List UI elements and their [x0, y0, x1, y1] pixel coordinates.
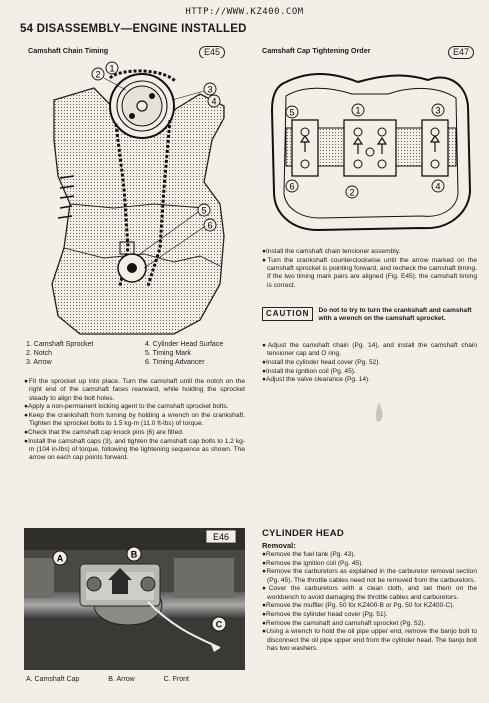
- callout-1: 1: [109, 63, 115, 74]
- legend-item: 2. Notch: [26, 350, 53, 357]
- right-procedure-after-caution: [262, 342, 477, 385]
- step: ●Check that the camshaft cap knock pins (6) are fitted.: [24, 428, 184, 436]
- camshaft-cap: [80, 564, 160, 606]
- step: ●Remove the fuel tank (Pg. 43).: [262, 551, 356, 558]
- callout-5: 5: [289, 107, 295, 118]
- subsection-removal: Removal:: [262, 541, 296, 550]
- caution-text: Do not to try to turn the crankshaft and camshaft with a wrench on the camshaft sprocket.: [318, 307, 472, 323]
- callout-3: 3: [435, 105, 441, 116]
- callout-3: 3: [207, 84, 213, 95]
- legend-item: 6. Timing Advancer: [145, 359, 205, 366]
- callout-B: B: [130, 549, 138, 560]
- callout-6: 6: [289, 181, 295, 192]
- step: ●Remove the camshaft and camshaft sprocket (Pg. 52).: [262, 619, 426, 627]
- step: ●Remove the cylinder head cover (Pg. 51).: [262, 611, 388, 619]
- fig-e46-code: E46: [212, 532, 230, 542]
- caution-label: CAUTION: [262, 307, 313, 321]
- callout-A: A: [56, 553, 64, 564]
- page-blemish: [372, 402, 386, 424]
- page-title: 54 DISASSEMBLY—ENGINE INSTALLED: [20, 23, 247, 35]
- camshaft-sprocket: [110, 74, 174, 138]
- site-url: HTTP://WWW.KZ400.COM: [185, 7, 304, 17]
- right-procedure-top: [262, 248, 477, 290]
- callout-2: 2: [95, 69, 101, 80]
- step: ●Remove the muffler (Pg. 50 for KZ400-B or Pg. 50 for KZ400-C).: [262, 602, 455, 610]
- fig-e45-legend-left: [26, 340, 93, 367]
- step: ●Install the cylinder head cover (Pg. 52).: [262, 358, 381, 366]
- callout-5: 5: [201, 205, 207, 216]
- callout-6: 6: [207, 220, 213, 231]
- step: ●Remove the carburetors as explained in the carburetor removal section (Pg. 45). The throttle cables need not be removed from the carburetors.: [262, 568, 477, 584]
- legend-item: 3. Arrow: [26, 359, 52, 366]
- step: ●Remove the ignition coil (Pg. 45).: [262, 559, 364, 567]
- callout-4: 4: [435, 181, 441, 192]
- step: ●Fit the sprocket up into place. Turn the camshaft until the notch on the right end of the camshaft faces rearward, while holding the sprocket steady to align the bolt holes.: [24, 378, 245, 402]
- cylinder-head-removal-steps: [262, 551, 477, 654]
- fig-e45-legend-right: [145, 340, 223, 367]
- callout-1: 1: [355, 105, 361, 116]
- section-title-cylinder-head: CYLINDER HEAD: [262, 528, 345, 539]
- step: ●Install the camshaft chain tensioner assembly.: [262, 248, 401, 255]
- callout-C: C: [215, 619, 223, 630]
- step: ●Install the camshaft caps (3), and tighten the camshaft cap bolts to 1.2 kg-m (104 in-lbs) of torque, following the tightening sequence as shown. The arrow on each cap points forward.: [24, 437, 245, 462]
- step: ●Keep the crankshaft from turning by holding a wrench on the crankshaft. Tighten the sprocket bolts to 1.5 kg-m (11.0 ft-lbs) of torque.: [24, 411, 245, 428]
- step: ●Using a wrench to hold the oil pipe upper end, remove the banjo bolt to disconnect the oil pipe upper end from the cylinder head. The banjo bolt has two washers.: [262, 628, 477, 652]
- left-procedure: [24, 378, 245, 463]
- legend-item: 4. Cylinder Head Surface: [145, 341, 224, 348]
- caption-item: C. Front: [163, 676, 189, 683]
- step: ●Cover the carburetors with a clean cloth, and set them on the workbench to avoid damaging the throttle cables and carburetors.: [262, 585, 477, 601]
- fig-e45-title: Camshaft Chain Timing: [28, 46, 109, 55]
- fig-e46-caption: [26, 676, 216, 683]
- callout-4: 4: [211, 96, 217, 107]
- fig-e45-code: E45: [199, 46, 225, 59]
- legend-item: 5. Timing Mark: [145, 350, 191, 357]
- fig-e45-diagram: [24, 58, 246, 336]
- step: ●Adjust the camshaft chain (Pg. 14), and install the camshaft chain tensioner cap and O ring.: [262, 342, 477, 358]
- caption-item: A. Camshaft Cap: [26, 676, 80, 683]
- step: ●Install the ignition coil (Pg. 45).: [262, 367, 356, 375]
- step: ●Turn the crankshaft counterclockwise until the arrow marked on the camshaft sprocket is pointing forward, and recheck the camshaft timing. If the two timing mark pairs are aligned (Fig. E45), the camshaft timing is correct.: [262, 256, 477, 289]
- fig-e47-code: E47: [448, 46, 474, 59]
- caption-item: B. Arrow: [108, 676, 135, 683]
- fig-e47-title: Camshaft Cap Tightening Order: [262, 46, 371, 55]
- fig-e46-photo: [24, 528, 245, 670]
- step: ●Apply a non-permanent locking agent to the camshaft sprocket bolts.: [24, 403, 229, 411]
- step: ●Adjust the valve clearance (Pg. 14).: [262, 376, 371, 384]
- fig-e47-diagram: [262, 62, 478, 238]
- callout-2: 2: [349, 187, 355, 198]
- legend-item: 1. Camshaft Sprocket: [26, 341, 94, 348]
- camshaft-journals: [286, 120, 456, 176]
- caution-block: [262, 307, 477, 324]
